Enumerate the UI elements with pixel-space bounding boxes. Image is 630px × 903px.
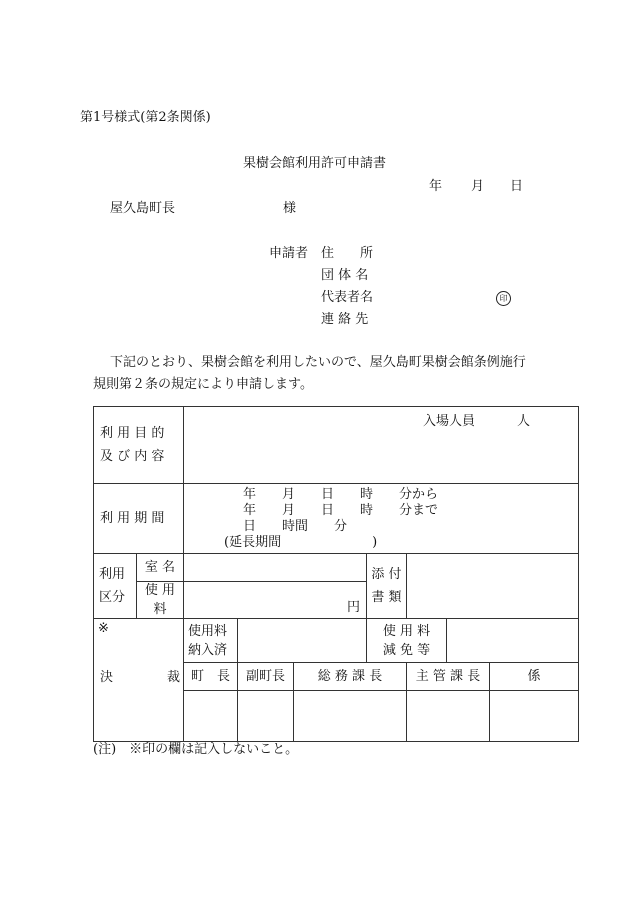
addressee-name: 屋久島町長 [110,201,176,216]
body-line-1: 下記のとおり、果樹会館を利用したいので、屋久島町果樹会館条例施行 [110,355,526,370]
approver-mayor-label: 町 長 [184,663,238,690]
purpose-label-1: 利 用 目 的 [100,426,165,441]
attendance-label: 入場人員 [423,414,476,429]
form-number: 第1号様式(第2条関係) [80,110,211,125]
date-month: 月 [471,179,485,194]
fee-label-2: 料 [153,602,167,617]
division-label-2: 区分 [99,590,126,605]
footnote: (注) ※印の欄は記入しないこと。 [93,742,299,757]
fee-value-cell[interactable] [184,582,367,619]
approver-staff-label: 係 [490,663,579,690]
attachments-value-cell[interactable] [407,554,579,619]
date-day: 日 [510,179,524,194]
period-label: 利 用 期 間 [94,484,184,554]
exemption-label-2: 減 免 等 [382,642,431,658]
approver-deputy-mayor-label: 副町長 [238,663,294,690]
exemption-value-cell[interactable] [447,619,579,663]
yen-unit: 円 [346,600,360,615]
decision-label-cell [94,619,184,742]
document-title: 果樹会館利用許可申請書 [243,156,387,171]
mark-symbol: ※ [98,621,109,636]
room-label: 室 名 [137,554,184,582]
period-line-1: 年 月 日 時 分から [243,487,439,502]
exemption-label-1: 使 用 料 [382,623,431,639]
paid-label-cell [184,619,238,663]
body-line-2: 規則第２条の規定により申請します。 [93,377,313,392]
approver-section-chief-stamp[interactable] [407,690,490,741]
period-line-3: 日 時間 分 [243,519,348,534]
period-line-2: 年 月 日 時 分まで [243,503,439,518]
fee-label-1: 使 用 [144,583,176,598]
approver-section-chief-label: 主 管 課 長 [407,663,490,690]
applicant-label: 申請者 [269,246,309,261]
purpose-label-cell [94,407,184,484]
applicant-representative-label: 代表者名 [321,290,374,305]
paid-label-2: 納入済 [188,642,228,658]
attachments-label-cell [367,554,407,619]
purpose-row [94,407,579,484]
room-row [94,554,579,582]
period-line-4: (延長期間 ) [224,535,378,550]
decision-label-2: 裁 [167,670,181,685]
fee-label-cell [137,582,184,619]
division-label-cell [94,554,137,619]
division-label-1: 利用 [99,567,126,582]
paid-value-cell[interactable] [238,619,367,663]
applicant-contact-label: 連 絡 先 [321,312,369,327]
addressee-honorific: 様 [283,201,297,216]
purpose-value-cell[interactable] [184,407,579,484]
date-year: 年 [429,179,443,194]
room-value-cell[interactable] [184,554,367,582]
approver-deputy-mayor-stamp[interactable] [238,690,294,741]
applicant-group-label: 団 体 名 [321,268,369,283]
exemption-label-cell [367,619,447,663]
purpose-label-2: 及 び 内 容 [100,449,165,464]
payment-row [94,619,579,663]
approver-staff-stamp[interactable] [490,690,579,741]
attendance-unit: 人 [517,414,531,429]
period-row [94,484,579,554]
period-value-cell[interactable] [184,484,579,554]
attachments-label-2: 書 類 [371,590,402,605]
approver-general-affairs-chief-label: 総 務 課 長 [294,663,407,690]
attachments-label-1: 添 付 [371,567,402,582]
paid-label-1: 使用料 [188,623,228,639]
approver-mayor-stamp[interactable] [184,690,238,741]
application-table [93,406,579,742]
approver-general-affairs-chief-stamp[interactable] [294,690,407,741]
decision-label-1: 決 [100,670,114,685]
seal-mark: 印 [496,291,511,306]
applicant-address-label: 住 所 [321,246,374,261]
